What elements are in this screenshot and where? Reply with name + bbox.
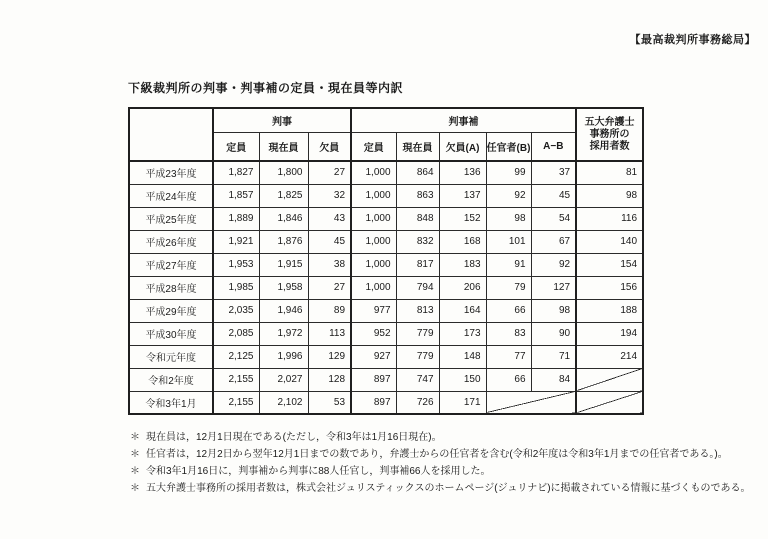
value-cell: 2,155 — [213, 368, 259, 391]
agency-label: 【最高裁判所事務総局】 — [629, 34, 756, 46]
value-cell: 66 — [486, 299, 531, 322]
row-year-label: 平成26年度 — [129, 230, 213, 253]
footnote-text: 五大弁護士事務所の採用者数は，株式会社ジュリスティックスのホームページ(ジュリナビ)に掲載されている情報に基づくものである。 — [146, 483, 751, 494]
value-cell: 98 — [576, 184, 643, 207]
value-cell: 1,000 — [351, 276, 396, 299]
col-header-appointees-b: 任官者(B) — [486, 132, 531, 161]
table-row — [129, 276, 643, 299]
law-firm-header-line: 五大弁護士 — [584, 116, 635, 128]
row-year-label: 平成27年度 — [129, 253, 213, 276]
table-row — [129, 253, 643, 276]
value-cell: 113 — [308, 322, 351, 345]
col-header-a-minus-b: A−B — [531, 132, 576, 161]
value-cell: 817 — [396, 253, 439, 276]
value-cell: 188 — [576, 299, 643, 322]
footnote-text: 現在員は，12月1日現在である(ただし，令和3年は1月16日現在)。 — [146, 432, 442, 443]
footnotes — [130, 429, 751, 497]
value-cell: 129 — [308, 345, 351, 368]
group-header-row — [129, 108, 643, 132]
value-cell: 148 — [439, 345, 486, 368]
value-cell: 150 — [439, 368, 486, 391]
value-cell: 1,000 — [351, 230, 396, 253]
row-year-label: 平成24年度 — [129, 184, 213, 207]
value-cell: 27 — [308, 276, 351, 299]
crossed-out-cell — [486, 391, 576, 414]
value-cell: 137 — [439, 184, 486, 207]
value-cell: 1,827 — [213, 161, 259, 184]
value-cell: 1,000 — [351, 184, 396, 207]
value-cell: 1,996 — [259, 345, 308, 368]
value-cell: 99 — [486, 161, 531, 184]
value-cell: 116 — [576, 207, 643, 230]
value-cell: 67 — [531, 230, 576, 253]
table-row — [129, 230, 643, 253]
value-cell: 1,946 — [259, 299, 308, 322]
footnote-marker: ＊ — [130, 466, 140, 477]
col-header-assistant-quota: 定員 — [351, 132, 396, 161]
value-cell: 27 — [308, 161, 351, 184]
footnote-marker: ＊ — [130, 449, 140, 460]
assistant-judges-group-header: 判事補 — [351, 108, 576, 132]
value-cell: 779 — [396, 345, 439, 368]
table-row — [129, 207, 643, 230]
value-cell: 37 — [531, 161, 576, 184]
value-cell: 194 — [576, 322, 643, 345]
value-cell: 1,921 — [213, 230, 259, 253]
value-cell: 863 — [396, 184, 439, 207]
col-header-judge-vacancy: 欠員 — [308, 132, 351, 161]
value-cell: 1,915 — [259, 253, 308, 276]
row-year-label: 令和2年度 — [129, 368, 213, 391]
value-cell: 927 — [351, 345, 396, 368]
value-cell: 1,000 — [351, 207, 396, 230]
value-cell: 2,027 — [259, 368, 308, 391]
value-cell: 1,857 — [213, 184, 259, 207]
value-cell: 81 — [576, 161, 643, 184]
value-cell: 1,876 — [259, 230, 308, 253]
value-cell: 101 — [486, 230, 531, 253]
col-header-assistant-current: 現在員 — [396, 132, 439, 161]
value-cell: 2,035 — [213, 299, 259, 322]
value-cell: 128 — [308, 368, 351, 391]
value-cell: 779 — [396, 322, 439, 345]
value-cell: 1,000 — [351, 161, 396, 184]
footnote — [130, 480, 751, 497]
table-row — [129, 161, 643, 184]
value-cell: 1,000 — [351, 253, 396, 276]
value-cell: 214 — [576, 345, 643, 368]
footnote-text: 任官者は，12月2日から翌年12月1日までの数であり，弁護士からの任官者を含む(令和2年度は令和3年1月までの任官者である。)。 — [146, 449, 728, 460]
value-cell: 1,953 — [213, 253, 259, 276]
value-cell: 897 — [351, 391, 396, 414]
value-cell: 864 — [396, 161, 439, 184]
value-cell: 91 — [486, 253, 531, 276]
law-firm-column-header — [576, 108, 643, 161]
value-cell: 897 — [351, 368, 396, 391]
value-cell: 206 — [439, 276, 486, 299]
value-cell: 98 — [486, 207, 531, 230]
value-cell: 2,085 — [213, 322, 259, 345]
value-cell: 83 — [486, 322, 531, 345]
value-cell: 164 — [439, 299, 486, 322]
col-header-judge-quota: 定員 — [213, 132, 259, 161]
row-year-label: 令和元年度 — [129, 345, 213, 368]
value-cell: 38 — [308, 253, 351, 276]
judges-group-header: 判事 — [213, 108, 351, 132]
value-cell: 54 — [531, 207, 576, 230]
row-year-label: 令和3年1月 — [129, 391, 213, 414]
value-cell: 1,800 — [259, 161, 308, 184]
footnote — [130, 463, 751, 480]
crossed-out-cell — [576, 368, 643, 391]
row-year-label: 平成30年度 — [129, 322, 213, 345]
value-cell: 2,155 — [213, 391, 259, 414]
row-year-label: 平成25年度 — [129, 207, 213, 230]
value-cell: 154 — [576, 253, 643, 276]
value-cell: 92 — [486, 184, 531, 207]
value-cell: 140 — [576, 230, 643, 253]
col-header-assistant-vacancy-a: 欠員(A) — [439, 132, 486, 161]
footnote — [130, 446, 751, 463]
value-cell: 2,102 — [259, 391, 308, 414]
value-cell: 726 — [396, 391, 439, 414]
year-column-header — [129, 108, 213, 161]
value-cell: 45 — [531, 184, 576, 207]
value-cell: 156 — [576, 276, 643, 299]
row-year-label: 平成29年度 — [129, 299, 213, 322]
value-cell: 977 — [351, 299, 396, 322]
table-row — [129, 299, 643, 322]
value-cell: 79 — [486, 276, 531, 299]
value-cell: 43 — [308, 207, 351, 230]
value-cell: 1,972 — [259, 322, 308, 345]
value-cell: 32 — [308, 184, 351, 207]
value-cell: 832 — [396, 230, 439, 253]
value-cell: 84 — [531, 368, 576, 391]
value-cell: 90 — [531, 322, 576, 345]
table-row — [129, 391, 643, 414]
law-firm-header-line: 事務所の — [589, 128, 630, 140]
table-row — [129, 368, 643, 391]
value-cell: 1,825 — [259, 184, 308, 207]
footnote — [130, 429, 751, 446]
staffing-table — [128, 107, 644, 415]
value-cell: 952 — [351, 322, 396, 345]
row-year-label: 平成28年度 — [129, 276, 213, 299]
value-cell: 1,889 — [213, 207, 259, 230]
value-cell: 848 — [396, 207, 439, 230]
value-cell: 173 — [439, 322, 486, 345]
value-cell: 747 — [396, 368, 439, 391]
value-cell: 53 — [308, 391, 351, 414]
col-header-judge-current: 現在員 — [259, 132, 308, 161]
row-year-label: 平成23年度 — [129, 161, 213, 184]
table-row — [129, 184, 643, 207]
value-cell: 813 — [396, 299, 439, 322]
value-cell: 89 — [308, 299, 351, 322]
page-title: 下級裁判所の判事・判事補の定員・現在員等内訳 — [128, 81, 404, 95]
value-cell: 2,125 — [213, 345, 259, 368]
value-cell: 136 — [439, 161, 486, 184]
value-cell: 71 — [531, 345, 576, 368]
footnote-marker: ＊ — [130, 432, 140, 443]
law-firm-header-line: 採用者数 — [589, 140, 630, 152]
value-cell: 1,846 — [259, 207, 308, 230]
value-cell: 152 — [439, 207, 486, 230]
value-cell: 77 — [486, 345, 531, 368]
value-cell: 45 — [308, 230, 351, 253]
value-cell: 794 — [396, 276, 439, 299]
value-cell: 92 — [531, 253, 576, 276]
footnote-text: 令和3年1月16日に，判事補から判事に88人任官し，判事補66人を採用した。 — [146, 466, 491, 477]
value-cell: 171 — [439, 391, 486, 414]
value-cell: 66 — [486, 368, 531, 391]
value-cell: 98 — [531, 299, 576, 322]
crossed-out-cell — [576, 391, 643, 414]
value-cell: 1,985 — [213, 276, 259, 299]
table-row — [129, 345, 643, 368]
table-row — [129, 322, 643, 345]
value-cell: 127 — [531, 276, 576, 299]
footnote-marker: ＊ — [130, 483, 140, 494]
value-cell: 168 — [439, 230, 486, 253]
value-cell: 183 — [439, 253, 486, 276]
value-cell: 1,958 — [259, 276, 308, 299]
